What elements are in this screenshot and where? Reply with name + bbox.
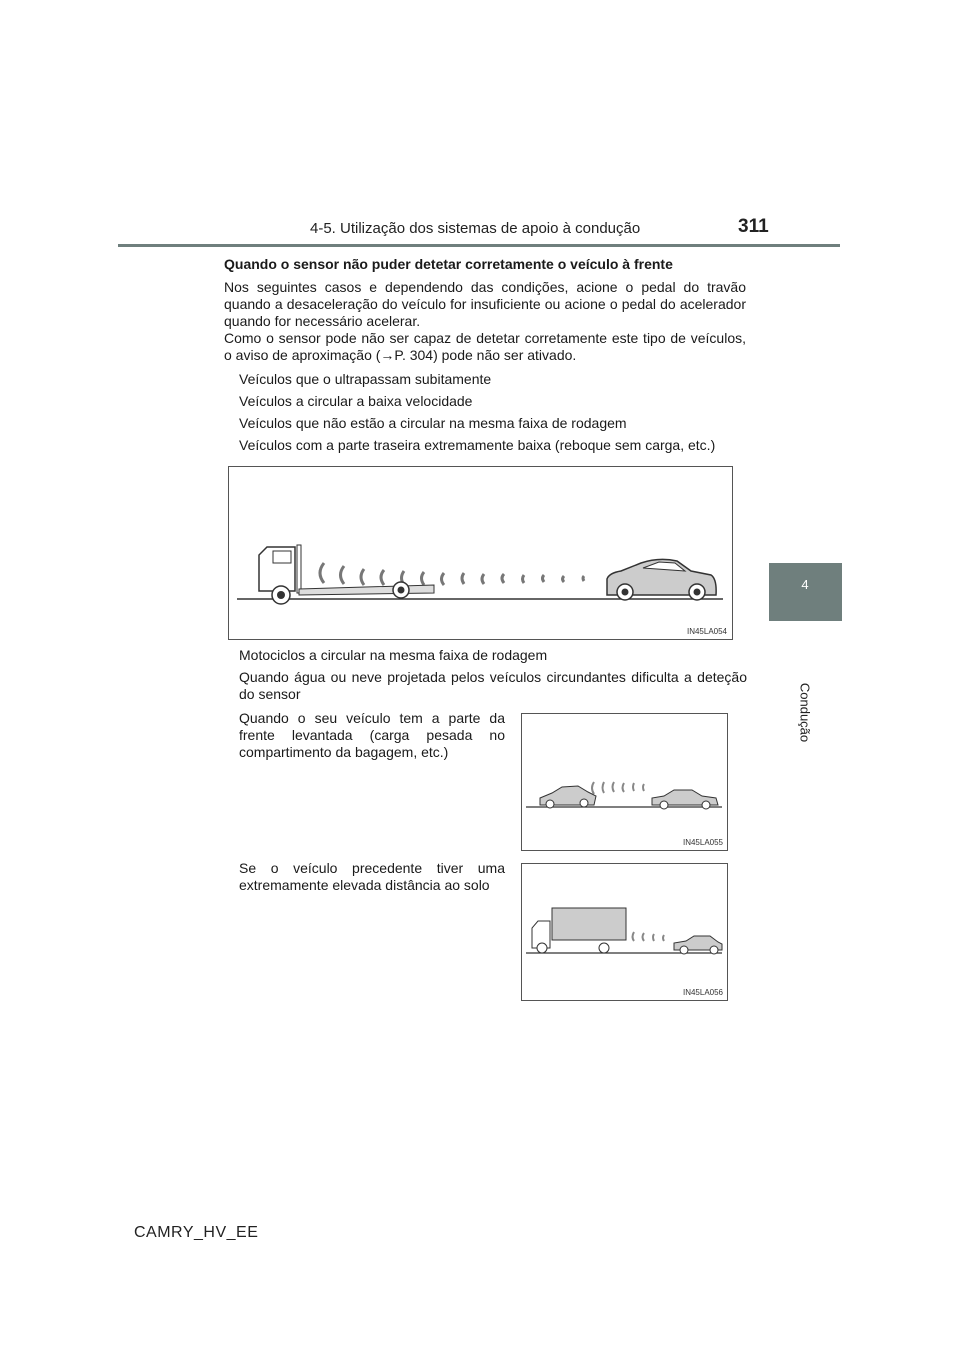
list-item: Veículos a circular a baixa velocidade (239, 393, 473, 409)
figure-code: IN45LA054 (686, 627, 727, 636)
chapter-tab (769, 563, 842, 621)
list-item: Veículos com a parte traseira extremamente baixa (reboque sem carga, etc.) (239, 437, 716, 453)
list-item: Motociclos a circular na mesma faixa de rodagem (239, 647, 548, 663)
section-title: 4-5. Utilização dos sistemas de apoio à condução (310, 220, 641, 237)
figure-high-clearance (521, 863, 728, 1001)
header-divider (118, 244, 840, 247)
page-number: 311 (738, 216, 769, 237)
raised-front-illustration (522, 714, 727, 850)
warning-paragraph: Como o sensor pode não ser capaz de detetar corretamente este tipo de veículos, o aviso de aproximação (→P. 304) pode não ser ativado. (224, 330, 746, 363)
list-item: Veículos que o ultrapassam subitamente (239, 371, 492, 387)
intro-paragraph: Nos seguintes casos e dependendo das condições, acione o pedal do travão quando a desaceleração do veículo for insuficiente ou acione o pedal do acelerador quando for necessário acelerar. (224, 279, 746, 329)
figure-code: IN45LA056 (682, 988, 723, 997)
figure-low-trailer (228, 466, 733, 640)
list-item: Quando o seu veículo tem a parte da frente levantada (carga pesada no compartimento da bagagem, etc.) (239, 710, 505, 760)
low-trailer-illustration (229, 467, 732, 639)
high-clearance-illustration (522, 864, 727, 1000)
list-item: Quando água ou neve projetada pelos veículos circundantes dificulta a deteção do sensor (239, 669, 747, 702)
list-item: Veículos que não estão a circular na mesma faixa de rodagem (239, 415, 627, 431)
chapter-label: Condução (797, 682, 813, 743)
figure-raised-front (521, 713, 728, 851)
figure-code: IN45LA055 (682, 838, 723, 847)
list-item: Se o veículo precedente tiver uma extremamente elevada distância ao solo (239, 860, 505, 893)
chapter-number: 4 (801, 577, 809, 592)
page-heading: Quando o sensor não puder detetar corretamente o veículo à frente (224, 256, 673, 272)
model-code: CAMRY_HV_EE (134, 1224, 259, 1241)
